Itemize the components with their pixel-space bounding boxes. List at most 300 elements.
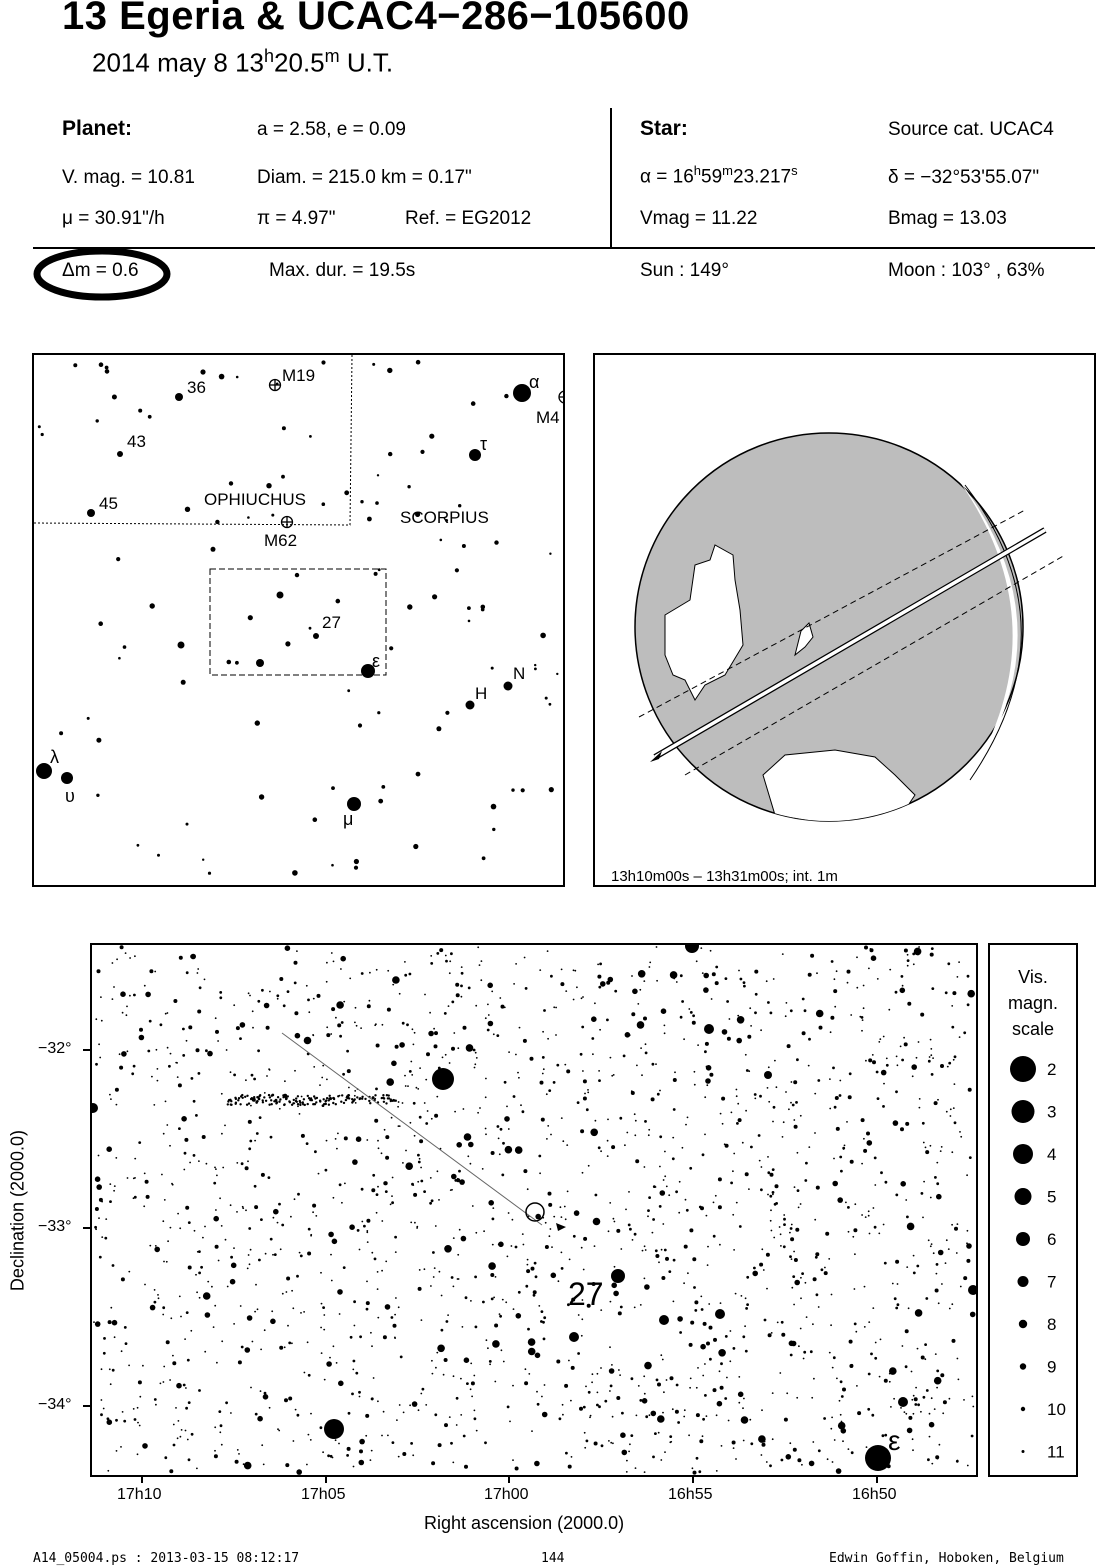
field-star — [793, 1080, 797, 1084]
field-star — [561, 1117, 563, 1119]
field-star — [239, 1103, 241, 1105]
field-star — [542, 1056, 545, 1059]
field-star — [435, 1225, 437, 1227]
field-star — [574, 970, 576, 972]
field-star — [248, 1227, 251, 1230]
field-star — [359, 1335, 362, 1338]
field-star — [254, 1205, 258, 1209]
finder-star — [556, 673, 558, 675]
field-star — [328, 1104, 330, 1106]
field-star — [767, 1171, 770, 1174]
field-star — [719, 1244, 721, 1246]
field-star — [138, 1380, 142, 1384]
field-star — [215, 1030, 219, 1034]
field-star — [718, 1177, 722, 1181]
finder-star — [219, 374, 225, 380]
field-star — [254, 1185, 257, 1188]
field-star — [622, 1450, 628, 1456]
field-star — [819, 1026, 823, 1030]
field-star — [610, 1057, 612, 1059]
finder-star — [157, 854, 160, 857]
field-star — [614, 1266, 616, 1268]
field-star — [894, 1297, 897, 1300]
field-star — [571, 1456, 573, 1458]
field-star — [866, 1132, 870, 1136]
field-star — [598, 1146, 601, 1149]
field-star — [331, 1007, 335, 1011]
field-star — [271, 1095, 273, 1097]
field-star — [387, 1008, 391, 1012]
field-star — [230, 1279, 236, 1285]
bright-star — [432, 1068, 454, 1090]
field-star — [474, 1276, 477, 1279]
field-star — [356, 1136, 362, 1142]
field-star — [410, 1222, 412, 1224]
field-star — [867, 1140, 873, 1146]
field-star — [391, 1201, 394, 1204]
field-star — [872, 1307, 874, 1309]
field-star — [621, 1412, 624, 1415]
field-star — [764, 1441, 766, 1443]
field-star — [613, 1074, 615, 1076]
field-star — [513, 1308, 515, 1310]
field-star — [547, 1125, 549, 1127]
field-star — [99, 1256, 102, 1259]
field-star — [485, 1017, 487, 1019]
field-star — [178, 1420, 180, 1422]
finder-star — [277, 592, 284, 599]
field-star — [485, 1096, 487, 1098]
field-star — [600, 981, 606, 987]
field-star — [299, 1104, 301, 1106]
field-star — [170, 1317, 172, 1319]
field-star — [584, 1447, 586, 1449]
field-star — [366, 1230, 368, 1232]
field-star — [181, 1116, 187, 1122]
field-star — [395, 1297, 397, 1299]
field-star — [656, 980, 658, 982]
field-star — [216, 1362, 218, 1364]
field-star — [154, 1247, 160, 1253]
field-star — [372, 1174, 375, 1177]
date-suffix: U.T. — [339, 47, 394, 78]
field-star — [542, 1031, 544, 1033]
field-star — [385, 1156, 389, 1160]
field-star — [660, 1190, 666, 1196]
field-star — [254, 1140, 256, 1142]
field-star — [134, 1158, 136, 1160]
field-star — [101, 1368, 103, 1370]
field-star — [561, 1267, 564, 1270]
field-star — [103, 1337, 106, 1340]
field-star — [387, 1435, 389, 1437]
field-star — [488, 1200, 494, 1206]
field-star — [184, 1338, 186, 1340]
field-star — [737, 1016, 745, 1024]
field-star — [280, 1248, 282, 1250]
xtick-label: 16h55 — [668, 1486, 713, 1503]
field-star — [173, 999, 177, 1003]
finder-star — [322, 502, 326, 506]
field-star — [139, 1035, 145, 1041]
field-star — [170, 1053, 172, 1055]
field-star — [198, 1389, 201, 1392]
field-star — [402, 1162, 404, 1164]
field-star — [121, 1350, 123, 1352]
field-star — [967, 990, 975, 998]
field-star — [735, 1293, 737, 1295]
field-star — [371, 1397, 374, 1400]
page-title: 13 Egeria & UCAC4−286−105600 — [62, 0, 690, 38]
field-star — [682, 1147, 684, 1149]
field-star — [861, 1163, 863, 1165]
field-star — [423, 1190, 426, 1193]
field-star — [238, 1360, 242, 1364]
field-star — [107, 1470, 109, 1472]
field-star — [502, 1142, 505, 1145]
field-star — [419, 1139, 423, 1143]
field-star — [450, 952, 453, 955]
field-star — [286, 1291, 288, 1293]
field-star — [355, 1372, 358, 1375]
field-star — [252, 1010, 254, 1012]
field-star — [109, 1094, 111, 1096]
field-star — [279, 1098, 281, 1100]
finder-star — [227, 660, 232, 665]
field-star — [424, 994, 426, 996]
field-star — [750, 1025, 752, 1027]
field-star — [142, 1365, 144, 1367]
field-star — [449, 1416, 451, 1418]
field-star — [196, 1048, 200, 1052]
field-star — [492, 1218, 495, 1221]
field-star — [326, 1033, 330, 1037]
field-star — [846, 1121, 848, 1123]
field-star — [767, 1156, 769, 1158]
field-star — [652, 1063, 655, 1066]
field-star — [907, 1002, 911, 1006]
field-star — [287, 990, 290, 993]
field-star — [700, 1296, 702, 1298]
field-star — [481, 960, 483, 962]
field-star — [162, 1220, 164, 1222]
field-star — [716, 1470, 718, 1472]
field-star — [342, 1005, 344, 1007]
field-star — [430, 962, 433, 965]
field-star — [649, 962, 651, 964]
field-star — [541, 1118, 545, 1122]
field-star — [374, 1094, 376, 1096]
field-star — [610, 1442, 612, 1444]
field-star — [677, 1421, 680, 1424]
field-star — [444, 1423, 448, 1427]
field-star — [931, 1463, 933, 1465]
field-star — [659, 1090, 661, 1092]
field-star — [922, 1122, 925, 1125]
field-star — [155, 1404, 157, 1406]
field-star — [417, 1154, 420, 1157]
field-star — [463, 1108, 465, 1110]
field-star — [967, 975, 970, 978]
field-star — [672, 1408, 674, 1410]
field-star — [639, 989, 641, 991]
field-star — [424, 1268, 426, 1270]
field-star — [789, 1232, 791, 1234]
field-star — [717, 1401, 723, 1407]
field-star — [377, 1140, 379, 1142]
field-star — [125, 952, 127, 954]
field-star — [515, 1246, 518, 1249]
field-star — [337, 1289, 343, 1295]
field-star — [308, 1434, 310, 1436]
field-star — [405, 1162, 413, 1170]
field-star — [703, 1322, 707, 1326]
field-star — [499, 1313, 501, 1315]
field-star — [802, 998, 805, 1001]
field-star — [712, 972, 716, 976]
field-star — [925, 1297, 928, 1300]
label-star-27: 27 — [322, 613, 341, 632]
planet-parallax: π = 4.97" — [257, 208, 336, 229]
field-star — [326, 1079, 328, 1081]
field-star — [487, 1004, 489, 1006]
field-star — [575, 1213, 578, 1216]
field-star — [322, 1306, 325, 1309]
field-star — [586, 1108, 589, 1111]
field-star — [592, 1053, 594, 1055]
field-star — [957, 976, 959, 978]
field-star — [966, 1242, 968, 1244]
field-star — [233, 1004, 235, 1006]
field-star — [391, 1195, 393, 1197]
field-star — [325, 1099, 327, 1101]
field-star — [584, 1093, 586, 1095]
finder-star — [372, 363, 375, 366]
field-star — [516, 1313, 522, 1319]
field-star — [508, 1212, 510, 1214]
field-star — [861, 1030, 863, 1032]
field-star — [912, 1075, 914, 1077]
finder-star — [116, 557, 120, 561]
field-star — [931, 1397, 933, 1399]
field-star — [400, 1356, 403, 1359]
field-star — [959, 1131, 961, 1133]
finder-star — [73, 363, 77, 367]
field-star — [491, 1151, 495, 1155]
field-star — [743, 1440, 745, 1442]
finder-star — [208, 872, 211, 875]
field-star — [960, 1286, 962, 1288]
field-star — [798, 1345, 800, 1347]
field-star — [718, 1349, 726, 1357]
field-star — [609, 1346, 611, 1348]
field-star — [664, 1025, 666, 1027]
finder-star — [235, 661, 239, 665]
field-star — [583, 1406, 586, 1409]
field-star — [515, 1146, 523, 1154]
finder-star — [545, 697, 548, 700]
field-star — [261, 1173, 265, 1177]
field-star — [205, 1312, 211, 1318]
field-star — [607, 1155, 609, 1157]
field-star — [115, 1419, 118, 1422]
field-star — [449, 972, 451, 974]
field-star — [431, 1199, 434, 1202]
field-star — [221, 1225, 223, 1227]
field-star — [877, 1097, 880, 1100]
field-star — [573, 969, 575, 971]
field-star — [522, 1233, 524, 1235]
field-star — [644, 1166, 646, 1168]
field-star — [732, 1441, 736, 1445]
field-star — [327, 1454, 330, 1457]
field-star — [705, 1042, 709, 1046]
field-star — [264, 1092, 266, 1094]
field-star — [133, 1178, 135, 1180]
field-star — [129, 957, 131, 959]
field-star — [644, 1278, 646, 1280]
field-star — [587, 1092, 589, 1094]
field-star — [687, 1272, 689, 1274]
field-star — [614, 1221, 616, 1223]
field-star — [306, 1142, 309, 1145]
field-star — [742, 1142, 744, 1144]
field-star — [376, 1044, 380, 1048]
field-star — [839, 1080, 841, 1082]
finder-star — [534, 664, 536, 666]
finder-star — [467, 606, 471, 610]
field-star — [689, 1343, 693, 1347]
field-star — [503, 1361, 505, 1363]
field-star — [907, 959, 910, 962]
field-star — [513, 1095, 516, 1098]
field-star — [526, 1269, 530, 1273]
field-star — [416, 1087, 418, 1089]
field-star — [444, 1012, 447, 1015]
field-star — [628, 1224, 631, 1227]
field-star — [468, 1142, 474, 1148]
field-star — [816, 1293, 819, 1296]
field-star — [876, 1071, 879, 1074]
field-star — [525, 1368, 527, 1370]
field-star — [399, 1042, 405, 1048]
finder-star — [266, 483, 271, 488]
field-star — [824, 1267, 826, 1269]
finder-star — [504, 682, 513, 691]
field-star — [394, 1314, 396, 1316]
field-star — [137, 1407, 139, 1409]
field-star — [378, 1147, 380, 1149]
field-star — [773, 1106, 776, 1109]
field-star — [911, 1399, 913, 1401]
field-star — [648, 1196, 651, 1199]
field-star — [801, 1464, 803, 1466]
field-star — [936, 1273, 938, 1275]
field-star — [170, 1227, 172, 1229]
earth-globe-map — [595, 355, 1094, 885]
field-star — [169, 1469, 173, 1473]
field-star — [413, 1193, 417, 1197]
planet-diameter: Diam. = 215.0 km = 0.17" — [257, 167, 472, 188]
field-star — [474, 1067, 476, 1069]
field-star — [163, 1133, 165, 1135]
field-star — [425, 1404, 427, 1406]
field-star — [527, 1328, 530, 1331]
field-star — [268, 1104, 270, 1106]
field-star — [903, 1037, 905, 1039]
field-star — [255, 1413, 258, 1416]
field-star — [680, 974, 683, 977]
finder-star — [540, 633, 546, 639]
legend-magnitude-label: 11 — [1047, 1442, 1065, 1462]
field-star — [391, 1117, 393, 1119]
field-star — [244, 1096, 246, 1098]
field-star — [233, 1323, 235, 1325]
field-star — [676, 1384, 679, 1387]
field-star — [564, 1064, 566, 1066]
field-star — [669, 1435, 672, 1438]
field-star — [694, 1309, 697, 1312]
field-star — [123, 1420, 126, 1423]
field-star — [190, 955, 194, 959]
field-star — [187, 1359, 190, 1362]
field-star — [173, 1424, 175, 1426]
field-star — [780, 1245, 782, 1247]
field-star — [300, 1312, 302, 1314]
field-star — [376, 1212, 378, 1214]
field-star — [597, 964, 599, 966]
finder-star — [105, 369, 110, 374]
field-star — [214, 1305, 216, 1307]
field-star — [399, 993, 401, 995]
field-star — [240, 1305, 242, 1307]
field-star — [896, 1056, 898, 1058]
field-star — [225, 1401, 228, 1404]
field-star — [966, 1259, 970, 1263]
field-star — [878, 1041, 880, 1043]
field-star — [253, 1078, 256, 1081]
field-star — [264, 1329, 266, 1331]
field-star — [634, 1134, 636, 1136]
field-star — [515, 1467, 519, 1471]
field-star — [431, 1461, 435, 1465]
y-axis-label: Declination (2000.0) — [7, 1129, 28, 1292]
finder-star — [175, 393, 183, 401]
label-star-45: 45 — [99, 494, 118, 513]
field-star — [771, 1230, 773, 1232]
field-star — [808, 1146, 810, 1148]
field-star — [436, 1352, 438, 1354]
field-star — [95, 1018, 97, 1020]
field-star — [145, 1180, 149, 1184]
field-star — [295, 1100, 297, 1102]
field-star — [509, 1421, 511, 1423]
field-star — [661, 1249, 663, 1251]
field-star — [197, 1010, 201, 1014]
field-star — [487, 1347, 489, 1349]
field-star — [658, 1261, 660, 1263]
field-star — [565, 1218, 567, 1220]
field-star — [963, 1399, 965, 1401]
field-star — [709, 1358, 712, 1361]
field-star — [890, 1406, 892, 1408]
field-star — [179, 1296, 181, 1298]
field-star — [385, 1190, 388, 1193]
field-star — [759, 1160, 761, 1162]
field-star — [560, 982, 564, 986]
field-star — [685, 1199, 687, 1201]
field-star — [684, 1409, 686, 1411]
